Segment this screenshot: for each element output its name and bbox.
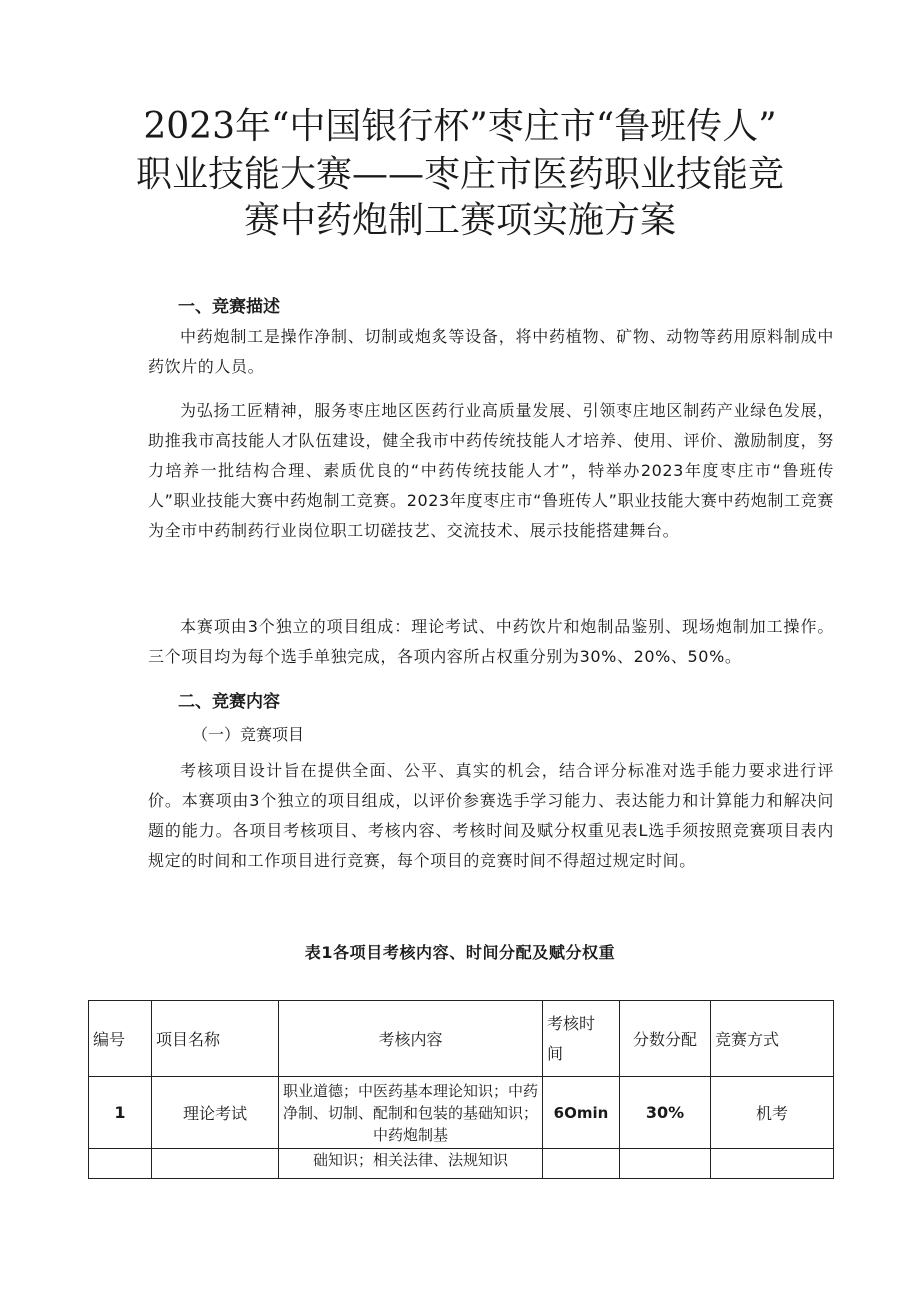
table-row xyxy=(89,1149,834,1179)
section-heading-content: 二、竞赛内容 xyxy=(178,692,280,712)
paragraph-assessment: 考核项目设计旨在提供全面、公平、真实的机会，结合评分标准对选手能力要求进行评价。本赛项由3个独立的项目组成，以评价参赛选手学习能力、表达能力和计算能力和解决问题的能力。各项目考核项目、考核内容、考核时间及赋分权重见表L选手须按照竞赛项目表内规定的时间和工作项目进行竞赛，每个项目的竞赛时间不得超过规定时间。 xyxy=(148,761,834,870)
header-content: 考核内容 xyxy=(279,1001,543,1077)
title-line-3: 赛中药炮制工赛项实施方案 xyxy=(243,200,676,241)
row2-name xyxy=(152,1149,279,1179)
header-time-line2: 间 xyxy=(547,1043,564,1063)
header-time-line1: 考核时 xyxy=(547,1013,596,1033)
table-row xyxy=(89,1077,834,1149)
row1-content: 职业道德；中医药基本理论知识；中药净制、切制、配制和包装的基础知识；中药炮制基 xyxy=(279,1077,543,1149)
section-heading-description: 一、竞赛描述 xyxy=(178,297,280,317)
header-name: 项目名称 xyxy=(152,1001,279,1077)
assessment-table xyxy=(88,1000,834,1179)
subheading-projects: （一）竞赛项目 xyxy=(192,725,305,744)
row2-score xyxy=(620,1149,711,1179)
row1-score: 30% xyxy=(620,1077,711,1149)
paragraph-intro: 中药炮制工是操作净制、切制或炮炙等设备，将中药植物、矿物、动物等药用原料制成中药饮片的人员。 xyxy=(148,327,834,376)
paragraph-purpose: 为弘扬工匠精神，服务枣庄地区医药行业高质量发展、引领枣庄地区制药产业绿色发展，助推我市高技能人才队伍建设，健全我市中药传统技能人才培养、使用、评价、激励制度，努力培养一批结构合理、素质优良的“中药传统技能人才”，特举办2023年度枣庄市“鲁班传人”职业技能大赛中药炮制工竞赛。2023年度枣庄市“鲁班传人”职业技能大赛中药炮制工竞赛为全市中药制药行业岗位职工切磋技艺、交流技术、展示技能搭建舞台。 xyxy=(148,401,834,540)
row2-mode xyxy=(711,1149,834,1179)
row1-mode: 机考 xyxy=(711,1077,834,1149)
table-caption: 表1各项目考核内容、时间分配及赋分权重 xyxy=(304,943,616,962)
table-header-row xyxy=(89,1001,834,1077)
row1-no: 1 xyxy=(89,1077,152,1149)
row2-time xyxy=(543,1149,620,1179)
header-score: 分数分配 xyxy=(620,1001,711,1077)
row2-content: 础知识；相关法律、法规知识 xyxy=(279,1149,543,1179)
title-line-2: 职业技能大赛——枣庄市医药职业技能竞 xyxy=(135,154,784,195)
title-line-1: 2023年“中国银行杯”枣庄市“鲁班传人” xyxy=(143,106,777,147)
header-time xyxy=(543,1001,620,1077)
header-no: 编号 xyxy=(89,1001,152,1077)
row1-name: 理论考试 xyxy=(152,1077,279,1149)
paragraph-items: 本赛项由3个独立的项目组成：理论考试、中药饮片和炮制品鉴别、现场炮制加工操作。三个项目均为每个选手单独完成，各项内容所占权重分别为30%、20%、50%。 xyxy=(148,617,834,666)
header-mode: 竞赛方式 xyxy=(711,1001,834,1077)
row2-no xyxy=(89,1149,152,1179)
row1-time: 6Omin xyxy=(543,1077,620,1149)
